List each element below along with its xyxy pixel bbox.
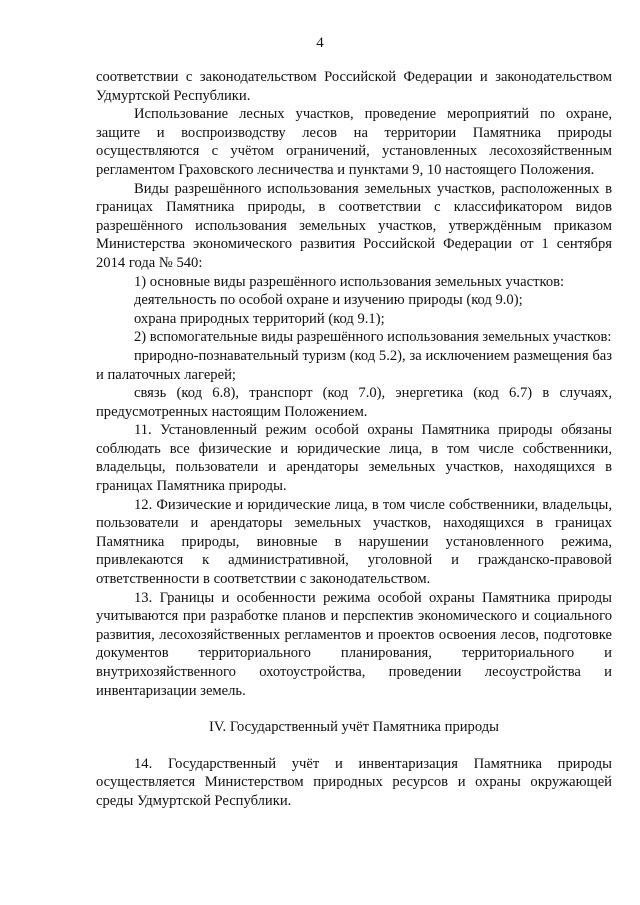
paragraph-permitted-use-types: Виды разрешённого использования земельных участков, расположенных в границах Памятника природы, в соответствии с классификатором видов разрешённого использования земельных участков, утверждённым приказом Министерства экономического развития Российской Федерации от 1 сентября 2014 года № 540: <box>96 180 612 271</box>
paragraph-12-liability: 12. Физические и юридические лица, в том числе собственники, владельцы, пользователи и арендаторы земельных участков, находящихся в границах Памятника природы, виновные в нарушении установленного режима, привлекаются к административной, уголовной и гражданско-правовой ответственности в соответствии с законодательством. <box>96 496 612 588</box>
paragraph-11-protection-regime: 11. Установленный режим особой охраны Памятника природы обязаны соблюдать все физические и юридические лица, в том числе собственники, владельцы, пользователи и арендаторы земельных участков, находящихся в границах Памятника природы. <box>96 422 612 495</box>
paragraph-continuation: соответствии с законодательством Российской Федерации и законодательством Удмуртской Республики. <box>96 69 612 104</box>
paragraph-13-boundaries: 13. Границы и особенности режима особой охраны Памятника природы учитываются при разработке планов и перспектив экономического и социального развития, лесохозяйственных регламентов и проектов освоения лесов, подготовке документов территориального планирования, территориального и внутрихозяйственного охотоустройства, проведении лесоустройства и инвентаризации земель. <box>96 589 612 699</box>
list-item-nature-protection: деятельность по особой охране и изучению природы (код 9.0); <box>134 292 523 309</box>
list-item-communications: связь (код 6.8), транспорт (код 7.0), энергетика (код 6.7) в случаях, предусмотренных настоящим Положением. <box>96 385 612 420</box>
list-item-main-types: 1) основные виды разрешённого использования земельных участков: <box>134 273 565 290</box>
list-item-tourism: природно-познавательный туризм (код 5.2), за исключением размещения баз и палаточных лагерей; <box>96 347 612 383</box>
document-body <box>96 68 612 811</box>
list-item-auxiliary-types: 2) вспомогательные виды разрешённого использования земельных участков: <box>134 329 612 346</box>
paragraph-forest-use: Использование лесных участков, проведение мероприятий по охране, защите и воспроизводству лесов на территории Памятника природы осуществляются с учётом ограничений, установленных лесохозяйственным регламентом Граховского лесничества и пунктами 9, 10 настоящего Положения. <box>96 106 612 178</box>
page-number: 4 <box>316 35 324 51</box>
list-item-natural-territories: охрана природных территорий (код 9.1); <box>134 310 385 327</box>
section-heading: IV. Государственный учёт Памятника природы <box>209 719 499 736</box>
paragraph-14-state-registration: 14. Государственный учёт и инвентаризация Памятника природы осуществляется Министерством природных ресурсов и охраны окружающей среды Удмуртской Республики. <box>96 755 612 809</box>
